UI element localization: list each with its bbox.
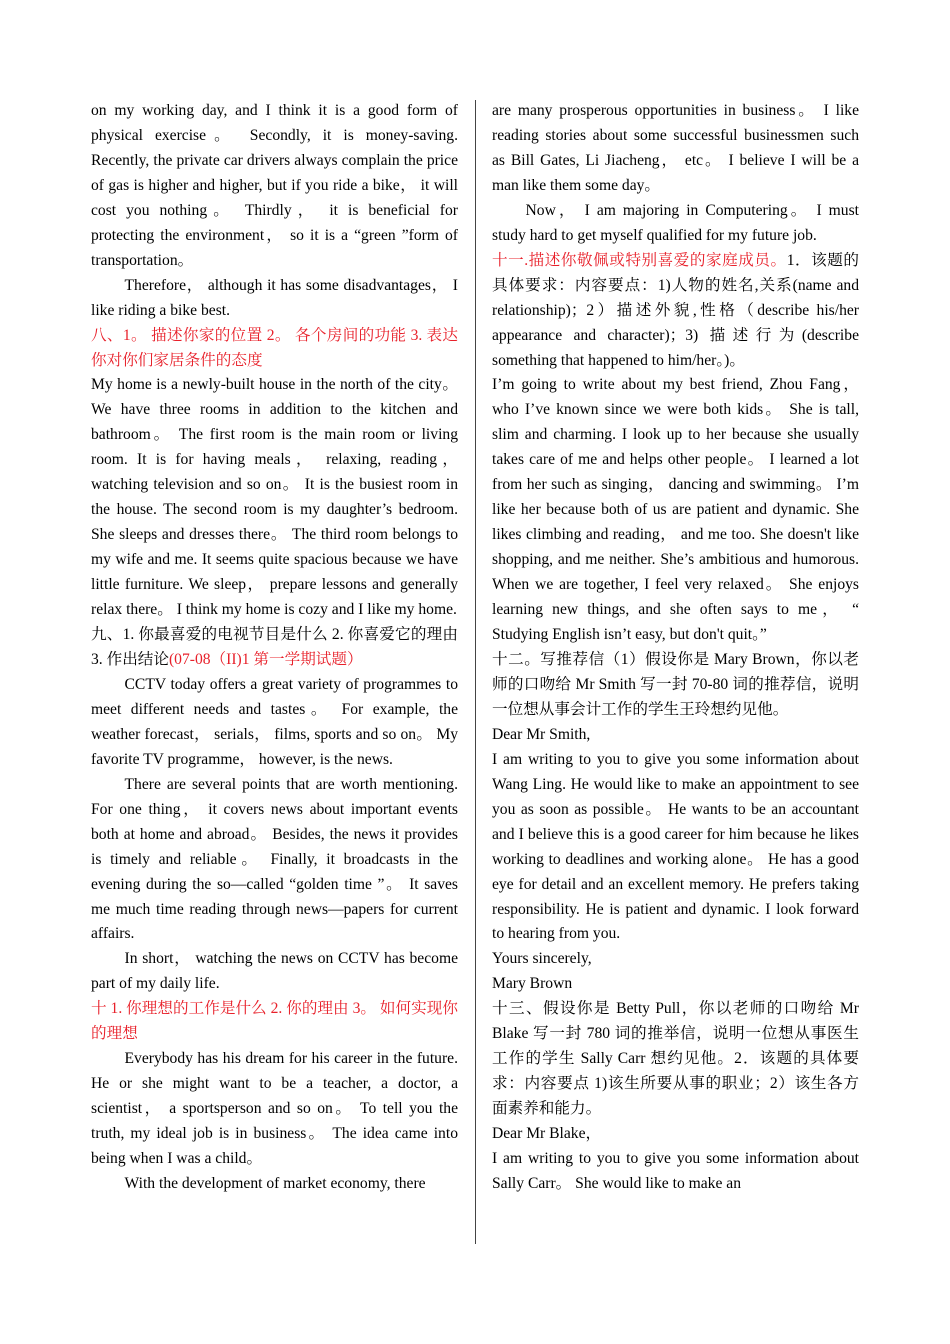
heading-requirements: 1．该题的具体要求：内容要点：1)人物的姓名,关系(name and relationship)；2）描述外貌,性格（describe his/her appearance and character)；3) 描述行为(describe something that happened to him/her。)。 xyxy=(492,251,859,369)
paragraph: CCTV today offers a great variety of programmes to meet different needs and tastes。 For example, the weather forecast， serials， films, sports and so on。 My favorite TV programme， however, is the news. xyxy=(91,675,458,768)
paragraph: Everybody has his dream for his career in the future. He or she might want to be a teacher, a doctor, a scientist， a sportsperson and so on。 To tell you the truth, my ideal job is in business。 The idea came into being when I was a child。 xyxy=(91,1050,458,1168)
paragraph: Therefore， although it has some disadvantages， I like riding a bike best. xyxy=(91,276,458,319)
section-heading-9 xyxy=(91,623,458,673)
paragraph: With the development of market economy, there xyxy=(124,1174,426,1192)
column-divider xyxy=(475,100,476,1244)
paragraph: are many prosperous opportunities in business。 I like reading stories about some successful businessmen such as Bill Gates, Li Jiacheng， etc。 I believe I will be a man like them some day。 xyxy=(492,102,859,194)
paragraph: In short， watching the news on CCTV has become part of my daily life. xyxy=(91,950,458,993)
section-heading-13: 十三、假设你是 Betty Pull，你以老师的口吻给 Mr Blake 写一封 780 词的推举信，说明一位想从事医生工作的学生 Sally Carr 想约见他。2．该题的具体要求：内容要点 1)该生所要从事的职业；2）该生各方面素养和能力。 xyxy=(492,1000,859,1118)
section-heading-12: 十二。写推荐信（1）假设你是 Mary Brown，你以老师的口吻给 Mr Smith 写一封 70-80 词的推荐信，说明一位想从事会计工作的学生王玲想约见他。 xyxy=(492,650,859,718)
letter-body: I am writing to you to give you some information about Sally Carr。 She would like to make an xyxy=(492,1150,859,1192)
paragraph: I’m going to write about my best friend, Zhou Fang， who I’ve known since we were both kids。 She is tall, slim and charming. I look up to her because she usually takes care of me and helps other people。 I learned a lot from her such as singing， dancing and swimming。 I’m like her because both of us are patient and dynamic. She likes climbing and reading， and me too. She doesn't like shopping, and me neither. She’s ambitious and humorous. When we are together, I feel very relaxed。 She enjoys learning new things, and she often says to me， “ Studying English isn’t easy, but don't quit。” xyxy=(492,376,859,644)
paragraph: There are several points that are worth mentioning. For one thing， it covers news about important events both at home and abroad。 Besides, the news it provides is timely and reliable。 Finally, it broadcasts in the evening during the so—called “golden time ”。 It saves me much time reading through news—papers for current affairs. xyxy=(91,775,458,943)
letter-closing: Yours sincerely, xyxy=(492,950,592,968)
heading-text: 十一.描述你敬佩或特别喜爱的家庭成员。 xyxy=(492,251,787,269)
exam-note: (07-08（II)1 第一学期试题） xyxy=(168,650,363,668)
heading-text: 九、1. 你最喜爱的电视节目是什么 2. 你喜爱它的理由 3. 作出结论 xyxy=(91,626,458,668)
letter-signature: Mary Brown xyxy=(492,975,573,993)
section-heading-10: 十 1. 你理想的工作是什么 2. 你的理由 3。 如何实现你的理想 xyxy=(91,1000,458,1043)
letter-body: I am writing to you to give you some information about Wang Ling. He would like to make an appointment to see you as soon as possible。 He wants to be an accountant and I believe this is a good career for him because he likes working to deadlines and working alone。 He has a good eye for detail and an excellent memory. He prefers taking responsibility. He is patient and dynamic. I look forward to hearing from you. xyxy=(492,750,859,943)
letter-salutation: Dear Mr Blake， xyxy=(492,1125,602,1143)
section-heading-11 xyxy=(492,249,859,374)
paragraph: Now， I am majoring in Computering。 I must study hard to get myself qualified for my future job. xyxy=(492,201,859,244)
section-heading-8: 八、1。 描述你家的位置 2。 各个房间的功能 3. 表达你对你们家居条件的态度 xyxy=(91,326,458,369)
letter-salutation: Dear Mr Smith, xyxy=(492,725,591,743)
paragraph: on my working day, and I think it is a good form of physical exercise。 Secondly, it is money-saving. Recently, the private car drivers always complain the price of gas is higher and higher, but if you ride a bike， it will cost you nothing。 Thirdly， it is beneficial for protecting the environment， so it is a “green ”form of transportation。 xyxy=(91,102,458,269)
left-column xyxy=(91,99,458,1197)
right-column xyxy=(492,99,859,1197)
paragraph: My home is a newly-built house in the north of the city。 We have three rooms in addition to the kitchen and bathroom。 The first room is the main room or living room. It is for having meals， relaxing, reading， watching television and so on。 It is the busiest room in the house. The second room is my daughter’s bedroom. She sleeps and dresses there。 The third room belongs to my wife and me. It seems quite spacious because we have little furniture. We sleep， prepare lessons and generally relax there。 I think my home is cozy and I like my home. xyxy=(91,376,458,619)
